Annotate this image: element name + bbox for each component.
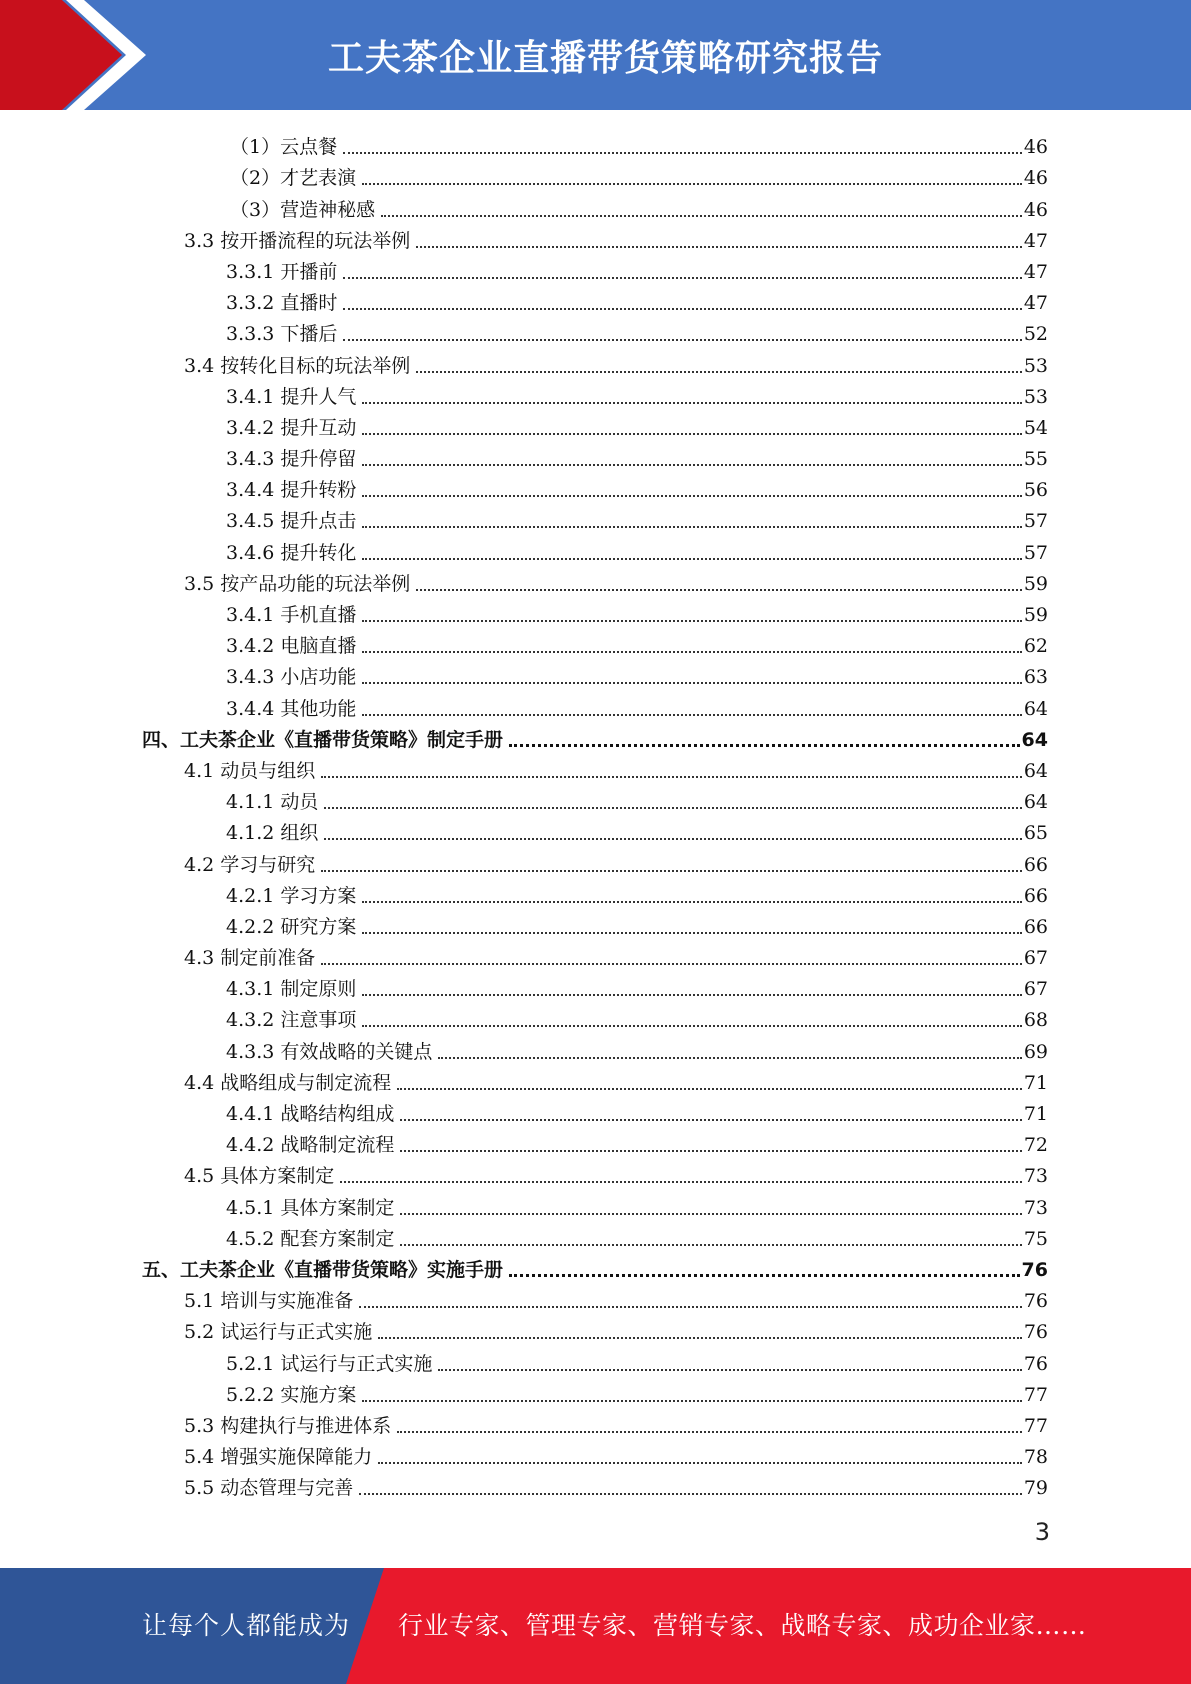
toc-dot-leader [362, 1025, 1021, 1027]
toc-entry-label: 4.5.2 配套方案制定 [226, 1227, 395, 1250]
toc-entry-page: 46 [1023, 167, 1048, 190]
toc-entry-label: 3.4.6 提升转化 [226, 541, 357, 564]
toc-entry[interactable] [0, 1032, 1191, 1063]
toc-entry-page: 56 [1023, 479, 1048, 502]
toc-entry-label: 5.2.2 实施方案 [226, 1383, 357, 1406]
toc-entry-label: 3.3 按开播流程的玩法举例 [184, 229, 411, 252]
toc-entry[interactable] [0, 1313, 1191, 1344]
toc-dot-leader [438, 1369, 1021, 1371]
toc-entry-label: 5.5 动态管理与完善 [184, 1477, 354, 1500]
toc-dot-leader [400, 1119, 1021, 1121]
toc-entry[interactable] [0, 721, 1191, 752]
toc-entry-label: 3.4.3 提升停留 [226, 448, 357, 471]
toc-entry[interactable] [0, 877, 1191, 908]
toc-dot-leader [509, 1274, 1020, 1277]
toc-entry-page: 54 [1023, 416, 1048, 439]
toc-entry[interactable] [0, 596, 1191, 627]
toc-entry-page: 72 [1023, 1134, 1048, 1157]
header-red-block [0, 0, 122, 110]
toc-entry-page: 64 [1021, 728, 1048, 751]
toc-entry-label: 5.3 构建执行与推进体系 [184, 1414, 392, 1437]
toc-dot-leader [362, 994, 1021, 996]
toc-entry[interactable] [0, 471, 1191, 502]
toc-entry-label: 4.1.2 组织 [226, 822, 319, 845]
toc-entry-page: 59 [1023, 572, 1048, 595]
toc-entry-label: 4.5 具体方案制定 [184, 1165, 335, 1188]
toc-entry-label: 4.2.2 研究方案 [226, 915, 357, 938]
toc-entry[interactable] [0, 1469, 1191, 1500]
toc-entry-label: 3.3.3 下播后 [226, 323, 338, 346]
toc-entry-label: 3.3.2 直播时 [226, 292, 338, 315]
toc-dot-leader [416, 246, 1022, 248]
toc-entry-label: 4.1.1 动员 [226, 791, 319, 814]
toc-dot-leader [362, 901, 1021, 903]
toc-entry-label: 5.2 试运行与正式实施 [184, 1321, 373, 1344]
toc-entry-page: 46 [1023, 136, 1048, 159]
toc-entry[interactable] [0, 1064, 1191, 1095]
toc-entry-page: 52 [1023, 323, 1048, 346]
toc-dot-leader [438, 1057, 1021, 1059]
footer-slogan-roles: 行业专家、管理专家、营销专家、战略专家、成功企业家…… [398, 1611, 1087, 1640]
toc-entry[interactable] [0, 689, 1191, 720]
toc-dot-leader [359, 1493, 1022, 1495]
toc-entry-page: 59 [1023, 604, 1048, 626]
toc-dot-leader [343, 339, 1021, 341]
toc-entry-page: 68 [1023, 1009, 1048, 1032]
toc-entry-label: 5.2.1 试运行与正式实施 [226, 1352, 433, 1375]
toc-entry-page: 66 [1023, 915, 1048, 938]
toc-entry-page: 57 [1023, 541, 1048, 564]
toc-dot-leader [400, 1213, 1021, 1215]
toc-entry-page: 64 [1023, 759, 1048, 782]
toc-dot-leader [400, 1244, 1021, 1246]
toc-entry-page: 76 [1023, 1321, 1048, 1344]
toc-entry-page: 67 [1023, 947, 1048, 970]
toc-dot-leader [321, 870, 1022, 872]
toc-dot-leader [397, 1088, 1022, 1090]
toc-entry-label: 五、工夫茶企业《直播带货策略》实施手册 [142, 1258, 504, 1281]
toc-entry-page: 78 [1023, 1446, 1048, 1469]
toc-dot-leader [362, 558, 1021, 560]
toc-dot-leader [378, 1462, 1022, 1464]
toc-entry[interactable] [0, 814, 1191, 845]
toc-dot-leader [362, 433, 1021, 435]
toc-entry-label: 4.5.1 具体方案制定 [226, 1196, 395, 1219]
toc-entry[interactable] [0, 908, 1191, 939]
toc-entry[interactable] [0, 1282, 1191, 1313]
toc-entry[interactable] [0, 658, 1191, 689]
toc-entry-page: 65 [1023, 822, 1048, 845]
toc-entry-page: 53 [1023, 354, 1048, 377]
toc-entry[interactable] [0, 440, 1191, 471]
document-title: 工夫茶企业直播带货策略研究报告 [327, 37, 883, 79]
toc-dot-leader [378, 1337, 1022, 1339]
toc-entry[interactable] [0, 1376, 1191, 1407]
toc-entry[interactable] [0, 378, 1191, 409]
toc-entry-page: 47 [1023, 229, 1048, 252]
toc-entry[interactable] [0, 409, 1191, 440]
toc-dot-leader [400, 1150, 1021, 1152]
toc-dot-leader [362, 183, 1022, 185]
toc-entry-label: 3.4.3 小店功能 [226, 666, 357, 689]
toc-entry-page: 73 [1023, 1165, 1048, 1188]
toc-entry[interactable] [0, 253, 1191, 284]
toc-entry[interactable] [0, 159, 1191, 190]
toc-entry[interactable] [0, 1407, 1191, 1438]
toc-dot-leader [343, 277, 1021, 279]
toc-entry-label: 3.4.2 电脑直播 [226, 635, 357, 658]
toc-entry[interactable] [0, 845, 1191, 876]
toc-entry-label: 四、工夫茶企业《直播带货策略》制定手册 [142, 728, 504, 751]
toc-entry-page: 79 [1023, 1477, 1048, 1500]
toc-entry-label: 4.2 学习与研究 [184, 853, 316, 876]
toc-entry-page: 63 [1023, 666, 1048, 689]
toc-entry[interactable] [0, 1251, 1191, 1282]
toc-entry[interactable] [0, 939, 1191, 970]
toc-dot-leader [381, 215, 1022, 217]
toc-entry-page: 66 [1023, 853, 1048, 876]
toc-entry-label: 5.1 培训与实施准备 [184, 1290, 354, 1313]
toc-entry-page: 53 [1023, 385, 1048, 408]
toc-entry-label: （1）云点餐 [230, 136, 338, 159]
toc-entry[interactable] [0, 346, 1191, 377]
toc-entry-label: （3）营造神秘感 [230, 198, 376, 221]
header-arrow-decoration [0, 0, 160, 110]
toc-entry[interactable] [0, 1438, 1191, 1469]
toc-entry-label: 4.3 制定前准备 [184, 947, 316, 970]
toc-dot-leader [362, 402, 1021, 404]
toc-dot-leader [362, 651, 1021, 653]
toc-entry-page: 77 [1023, 1414, 1048, 1437]
toc-dot-leader [362, 932, 1021, 934]
toc-entry-label: 3.5 按产品功能的玩法举例 [184, 572, 411, 595]
toc-entry-page: 69 [1023, 1040, 1048, 1063]
toc-entry-page: 76 [1023, 1352, 1048, 1375]
toc-entry-page: 57 [1023, 510, 1048, 533]
toc-entry[interactable] [0, 1001, 1191, 1032]
toc-entry-page: 77 [1023, 1383, 1048, 1406]
toc-entry[interactable] [0, 1126, 1191, 1157]
toc-entry-label: 3.4.1 提升人气 [226, 385, 357, 408]
toc-dot-leader [397, 1431, 1022, 1433]
toc-entry-page: 55 [1023, 448, 1048, 471]
toc-dot-leader [362, 1400, 1021, 1402]
toc-dot-leader [343, 308, 1021, 310]
toc-dot-leader [359, 1306, 1022, 1308]
toc-entry-page: 76 [1021, 1258, 1048, 1281]
toc-entry-label: 3.4.1 手机直播 [226, 604, 357, 626]
page-header [0, 0, 1191, 110]
toc-entry[interactable] [0, 1188, 1191, 1219]
toc-entry-page: 62 [1023, 635, 1048, 658]
toc-entry[interactable] [0, 1220, 1191, 1251]
toc-entry-page: 67 [1023, 978, 1048, 1001]
toc-entry[interactable] [0, 190, 1191, 221]
toc-entry[interactable] [0, 502, 1191, 533]
page-number: 3 [1034, 1518, 1050, 1546]
toc-dot-leader [362, 682, 1021, 684]
toc-entry[interactable] [0, 970, 1191, 1001]
toc-entry-label: 3.4.4 其他功能 [226, 697, 357, 720]
toc-entry-page: 75 [1023, 1227, 1048, 1250]
footer-slogan-lead: 让每个人都能成为 [142, 1611, 351, 1640]
toc-entry-label: 3.4.2 提升互动 [226, 416, 357, 439]
toc-entry[interactable] [0, 128, 1191, 159]
toc-dot-leader [324, 838, 1021, 840]
toc-entry-label: 3.4 按转化目标的玩法举例 [184, 354, 411, 377]
toc-entry-label: 3.4.5 提升点击 [226, 510, 357, 533]
toc-entry-page: 73 [1023, 1196, 1048, 1219]
toc-entry-label: 4.3.3 有效战略的关键点 [226, 1040, 433, 1063]
toc-entry-page: 64 [1023, 697, 1048, 720]
toc-entry-label: 3.3.1 开播前 [226, 260, 338, 283]
page-footer [0, 1568, 1191, 1684]
toc-entry[interactable] [0, 627, 1191, 658]
toc-entry-label: 4.4 战略组成与制定流程 [184, 1071, 392, 1094]
toc-dot-leader [362, 714, 1021, 716]
toc-entry-label: （2）才艺表演 [230, 167, 357, 190]
toc-entry-label: 4.2.1 学习方案 [226, 884, 357, 907]
toc-entry-label: 3.4.4 提升转粉 [226, 479, 357, 502]
toc-dot-leader [416, 371, 1022, 373]
toc-entry-label: 5.4 增强实施保障能力 [184, 1446, 373, 1469]
toc-dot-leader [362, 620, 1021, 622]
toc-entry-label: 4.4.1 战略结构组成 [226, 1103, 395, 1125]
toc-entry[interactable] [0, 783, 1191, 814]
toc-entry[interactable] [0, 565, 1191, 596]
toc-entry-page: 47 [1023, 292, 1048, 315]
toc-entry[interactable] [0, 1095, 1191, 1126]
toc-entry[interactable] [0, 222, 1191, 253]
toc-entry-page: 46 [1023, 198, 1048, 221]
table-of-contents [0, 128, 1191, 1500]
toc-entry[interactable] [0, 284, 1191, 315]
toc-entry[interactable] [0, 533, 1191, 564]
toc-entry-page: 47 [1023, 260, 1048, 283]
toc-entry[interactable] [0, 752, 1191, 783]
toc-dot-leader [340, 1181, 1022, 1183]
toc-dot-leader [362, 526, 1021, 528]
toc-dot-leader [321, 963, 1022, 965]
toc-dot-leader [362, 464, 1021, 466]
toc-entry[interactable] [0, 1157, 1191, 1188]
toc-entry-label: 4.1 动员与组织 [184, 759, 316, 782]
toc-entry-page: 71 [1023, 1071, 1048, 1094]
toc-entry-page: 71 [1023, 1103, 1048, 1125]
toc-entry-label: 4.3.2 注意事项 [226, 1009, 357, 1032]
toc-entry-page: 76 [1023, 1290, 1048, 1313]
toc-dot-leader [416, 589, 1022, 591]
toc-dot-leader [343, 152, 1022, 154]
toc-dot-leader [324, 807, 1021, 809]
toc-entry-label: 4.3.1 制定原则 [226, 978, 357, 1001]
toc-entry-page: 66 [1023, 884, 1048, 907]
toc-dot-leader [509, 744, 1020, 747]
toc-entry-page: 64 [1023, 791, 1048, 814]
toc-entry[interactable] [0, 1344, 1191, 1375]
toc-dot-leader [321, 776, 1022, 778]
toc-entry-label: 4.4.2 战略制定流程 [226, 1134, 395, 1157]
toc-dot-leader [362, 495, 1021, 497]
toc-entry[interactable] [0, 315, 1191, 346]
